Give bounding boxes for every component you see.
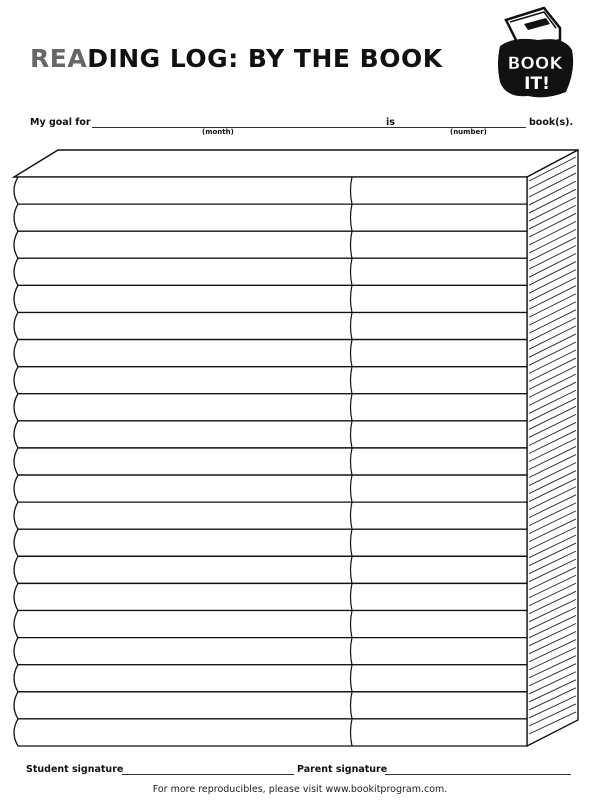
book-row[interactable] (14, 692, 527, 719)
parent-signature-field[interactable] (385, 774, 571, 775)
book-row[interactable] (14, 502, 527, 529)
book-spine (14, 556, 527, 583)
student-signature-field[interactable] (122, 774, 294, 775)
book-spine (14, 231, 527, 258)
book-spine (14, 340, 527, 367)
book-spine (14, 177, 527, 204)
logo-text-line1: BOOK (507, 54, 563, 74)
book-spine (14, 394, 527, 421)
book-row[interactable] (14, 638, 527, 665)
book-row[interactable] (14, 258, 527, 285)
number-caption: (number) (450, 128, 487, 136)
book-spine (14, 448, 527, 475)
title-rest: DING LOG: BY THE BOOK (87, 44, 443, 73)
book-row[interactable] (14, 475, 527, 502)
book-spine (14, 312, 527, 339)
month-caption: (month) (202, 128, 234, 136)
stack-side (527, 150, 578, 746)
book-row[interactable] (14, 204, 527, 231)
book-spine (14, 367, 527, 394)
book-spine (14, 583, 527, 610)
book-spine (14, 665, 527, 692)
book-row[interactable] (14, 529, 527, 556)
book-spine (14, 475, 527, 502)
book-row[interactable] (14, 367, 527, 394)
book-spine (14, 204, 527, 231)
book-row[interactable] (14, 556, 527, 583)
book-spine (14, 692, 527, 719)
book-spine (14, 638, 527, 665)
book-row[interactable] (14, 583, 527, 610)
book-row[interactable] (14, 611, 527, 638)
stack-top (14, 150, 578, 177)
goal-is-label: is (386, 117, 395, 128)
book-row[interactable] (14, 394, 527, 421)
book-row[interactable] (14, 665, 527, 692)
logo-text-line2: IT! (524, 74, 550, 94)
book-row[interactable] (14, 285, 527, 312)
book-spine (14, 285, 527, 312)
book-spine (14, 611, 527, 638)
book-spine (14, 258, 527, 285)
book-row[interactable] (14, 340, 527, 367)
title-lead: REA (30, 44, 88, 73)
book-spine (14, 421, 527, 448)
book-spine (14, 529, 527, 556)
parent-signature-label: Parent signature (297, 764, 388, 775)
book-row[interactable] (14, 177, 527, 204)
student-signature-label: Student signature (26, 764, 124, 775)
book-row[interactable] (14, 231, 527, 258)
signature-row (26, 764, 576, 780)
goal-prefix: My goal for (30, 117, 91, 128)
book-spine (14, 719, 527, 746)
book-spine (14, 502, 527, 529)
book-row[interactable] (14, 312, 527, 339)
book-row[interactable] (14, 448, 527, 475)
book-row[interactable] (14, 719, 527, 746)
footer-text: For more reproducibles, please visit www.bookitprogram.com. (152, 784, 448, 795)
book-row[interactable] (14, 421, 527, 448)
goal-suffix: book(s). (529, 117, 574, 128)
